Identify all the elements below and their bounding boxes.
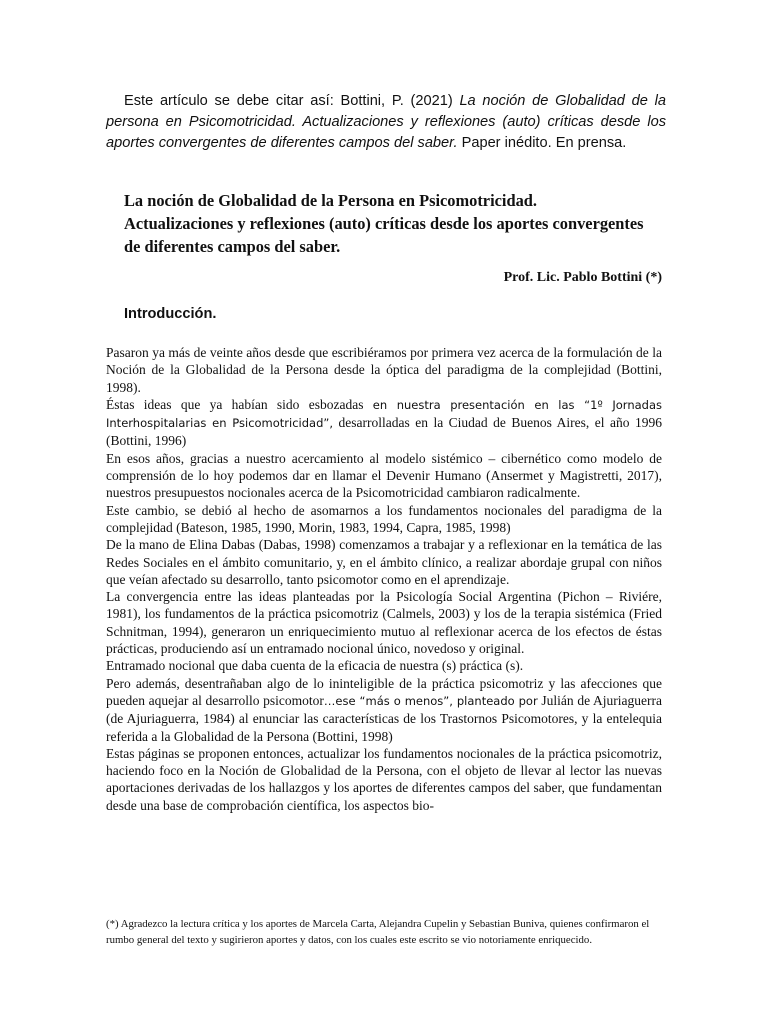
paper-title: La noción de Globalidad de la Persona en Psicomotricidad. Actualizaciones y reflexiones (auto) críticas desde los aportes convergentes de diferentes campos del saber. xyxy=(124,191,644,256)
paragraph-2 xyxy=(106,396,662,450)
paragraph-1: Pasaron ya más de veinte años desde que escribiéramos por primera vez acerca de la formulación de la Noción de la Globalidad de la Persona desde la óptica del paradigma de la complejidad (Bottini, 1998). xyxy=(106,345,662,395)
paragraph-3: En esos años, gracias a nuestro acercamiento al modelo sistémico – cibernético como modelo de comprensión de lo hoy podemos dar en llamar el Devenir Humano (Ansermet y Magistretti, 2017), nuestros presupuestos nocionales acerca de la Psicomotricidad cambiaron radicalmente. xyxy=(106,450,662,501)
citation-note xyxy=(106,91,666,154)
article-body xyxy=(106,344,662,814)
citation-suffix: Paper inédito. En prensa. xyxy=(457,135,627,151)
paragraph-8-quote: …ese “más o menos”, planteado por xyxy=(323,693,538,708)
paragraph-2-end: desarrolladas en la Ciudad de Buenos Aires, el año 1996 (Bottini, 1996) xyxy=(106,415,662,449)
paragraph-8-start: Pero además, desentrañaban algo de lo ininteligible de la práctica psicomotriz y las afecciones que pueden aquejar al desarrollo psicomotor xyxy=(106,675,662,708)
paragraph-5: De la mano de Elina Dabas (Dabas, 1998) comenzamos a trabajar y a reflexionar en la temática de las Redes Sociales en el ámbito comunitario, y, en el ámbito clínico, a realizar abordaje grupal con niños que veían afectado su desarrollo, tanto psicomotor como en el aprendizaje. xyxy=(106,537,662,587)
section-heading-introduccion: Introducción. xyxy=(124,306,217,322)
paragraph-8-end: Julián de Ajuriaguerra (de Ajuriaguerra, 1984) al enunciar las características de los Trastornos Psicomotores, y la entelequia referida a la Globalidad de la Persona (Bottini, 1998) xyxy=(106,692,662,744)
paragraph-6: La convergencia entre las ideas planteadas por la Psicología Social Argentina (Pichon – Riviére, 1981), los fundamentos de la práctica psicomotriz (Calmels, 2003) y los de la terapia sistémica (Fried Schnitman, 1994), generaron un enriquecimiento mutuo al reflexionar acerca de los efectos de éstas prácticas, produciendo así un entramado nocional único, novedoso y original. xyxy=(106,589,662,657)
footnote: (*) Agradezco la lectura crítica y los aportes de Marcela Carta, Alejandra Cupelin y Sebastian Buniva, quienes confirmaron el rumbo general del texto y sugirieron aportes y datos, con los cuales este escrito se vio notoriamente enriquecido. xyxy=(106,918,650,946)
paragraph-9: Estas páginas se proponen entonces, actualizar los fundamentos nocionales de la práctica psicomotriz, haciendo foco en la Noción de Globalidad de la Persona, con el objeto de llevar al lector las nuevas aportaciones derivadas de los hallazgos y los aportes de diferentes campos del saber, que fundamentan desde una base de comprobación científica, los aspectos bio- xyxy=(106,745,662,813)
paragraph-7: Entramado nocional que daba cuenta de la eficacia de nuestra (s) práctica (s). xyxy=(106,658,524,674)
paragraph-2-jornadas: en nuestra presentación en las “1º Jornadas Interhospitalarias en Psicomotricidad”, xyxy=(106,397,663,431)
citation-title: La noción de Globalidad de la persona en Psicomotricidad. Actualizaciones y reflexiones (auto) críticas desde los aportes convergentes de diferentes campos del saber. xyxy=(106,93,666,151)
citation-prefix: Este artículo se debe citar así: Bottini, P. (2021) xyxy=(124,93,460,109)
paragraph-4: Este cambio, se debió al hecho de asomarnos a los fundamentos nocionales del paradigma de la complejidad (Bateson, 1985, 1990, Morin, 1983, 1994, Capra, 1985, 1998) xyxy=(106,502,662,535)
author-line: Prof. Lic. Pablo Bottini (*) xyxy=(503,270,662,285)
paragraph-8 xyxy=(106,675,662,745)
paragraph-2-start: Éstas ideas que ya habían sido esbozadas xyxy=(106,396,373,412)
